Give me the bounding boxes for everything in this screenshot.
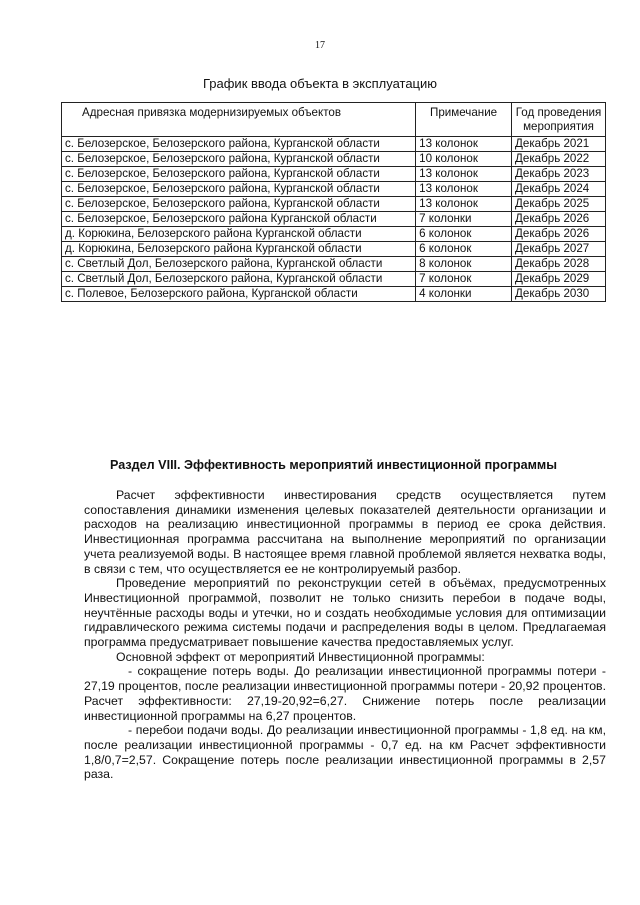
table-row	[62, 152, 606, 167]
section-title: Раздел VIII. Эффективность мероприятий инвестиционной программы	[110, 458, 557, 472]
paragraph-4: - сокращение потерь воды. До реализации инвестиционной программы потери - 27,19 процентов, после реализации инвестиционной программы потери - 20,92 процентов. Расчет эффективности: 27,19-20,92=6,27. Снижение потерь после реализации инвестиционной программы на 6,27 процентов.	[84, 664, 606, 723]
cell-note: 13 колонок	[416, 197, 512, 212]
cell-note: 6 колонок	[416, 242, 512, 257]
cell-date: Декабрь 2026	[512, 227, 606, 242]
paragraph-5: - перебои подачи воды. До реализации инвестиционной программы - 1,8 ед. на км, после реализации инвестиционной программы - 0,7 ед. на км Расчет эффективности 1,8/0,7=2,57. Сокращение потерь после реализации инвестиционной программы в 2,57 раза.	[84, 723, 606, 782]
schedule-table	[61, 102, 606, 302]
cell-note: 7 колонки	[416, 212, 512, 227]
table-row	[62, 242, 606, 257]
header-year: Год проведения мероприятия	[512, 103, 606, 137]
cell-date: Декабрь 2026	[512, 212, 606, 227]
table-row	[62, 227, 606, 242]
page-number: 17	[315, 40, 325, 51]
cell-address: с. Белозерское, Белозерского района, Курганской области	[62, 182, 416, 197]
cell-date: Декабрь 2022	[512, 152, 606, 167]
header-note: Примечание	[416, 103, 512, 137]
cell-address: с. Светлый Дол, Белозерского района, Курганской области	[62, 272, 416, 287]
cell-date: Декабрь 2027	[512, 242, 606, 257]
paragraph-1: Расчет эффективности инвестирования средств осуществляется путем сопоставления динамики изменения целевых показателей деятельности организации и расходов на реализацию инвестиционной программы в период ее срока действия. Инвестиционная программа рассчитана на выполнение мероприятий по организации учета реализуемой воды. В настоящее время главной проблемой является нехватка воды, в связи с тем, что осуществляется ее не контролируемый разбор.	[84, 488, 606, 576]
cell-date: Декабрь 2029	[512, 272, 606, 287]
body-text	[84, 488, 606, 782]
cell-address: с. Полевое, Белозерского района, Курганской области	[62, 287, 416, 302]
cell-note: 13 колонок	[416, 167, 512, 182]
cell-note: 6 колонок	[416, 227, 512, 242]
cell-date: Декабрь 2025	[512, 197, 606, 212]
cell-address: с. Белозерское, Белозерского района, Курганской области	[62, 152, 416, 167]
cell-note: 4 колонки	[416, 287, 512, 302]
cell-address: с. Белозерское, Белозерского района, Курганской области	[62, 167, 416, 182]
cell-address: с. Светлый Дол, Белозерского района, Курганской области	[62, 257, 416, 272]
table-header-row	[62, 103, 606, 137]
cell-address: с. Белозерское, Белозерского района, Курганской области	[62, 137, 416, 152]
cell-note: 13 колонок	[416, 137, 512, 152]
table-row	[62, 257, 606, 272]
cell-address: с. Белозерское, Белозерского района Курганской области	[62, 212, 416, 227]
cell-address: с. Белозерское, Белозерского района, Курганской области	[62, 197, 416, 212]
table-row	[62, 182, 606, 197]
cell-note: 10 колонок	[416, 152, 512, 167]
paragraph-3: Основной эффект от мероприятий Инвестиционной программы:	[116, 649, 485, 664]
table-row	[62, 272, 606, 287]
paragraph-2: Проведение мероприятий по реконструкции сетей в объёмах, предусмотренных Инвестиционной программой, позволит не только снизить перебои в подаче воды, неучтённые расходы воды и утечки, но и создать необходимые условия для оптимизации гидравлического режима системы подачи и распределения воды в целом. Предлагаемая программа предусматривает повышение качества предоставляемых услуг.	[84, 576, 606, 650]
table-row	[62, 167, 606, 182]
table-row	[62, 212, 606, 227]
table-row	[62, 287, 606, 302]
table-body	[62, 137, 606, 302]
cell-date: Декабрь 2021	[512, 137, 606, 152]
cell-note: 13 колонок	[416, 182, 512, 197]
cell-date: Декабрь 2024	[512, 182, 606, 197]
cell-address: д. Корюкина, Белозерского района Курганской области	[62, 227, 416, 242]
cell-date: Декабрь 2028	[512, 257, 606, 272]
header-address: Адресная привязка модернизируемых объектов	[62, 103, 416, 137]
table-row	[62, 137, 606, 152]
cell-address: д. Корюкина, Белозерского района Курганской области	[62, 242, 416, 257]
table-title: График ввода объекта в эксплуатацию	[202, 76, 438, 91]
cell-date: Декабрь 2030	[512, 287, 606, 302]
cell-note: 7 колонок	[416, 272, 512, 287]
table-row	[62, 197, 606, 212]
cell-note: 8 колонок	[416, 257, 512, 272]
cell-date: Декабрь 2023	[512, 167, 606, 182]
